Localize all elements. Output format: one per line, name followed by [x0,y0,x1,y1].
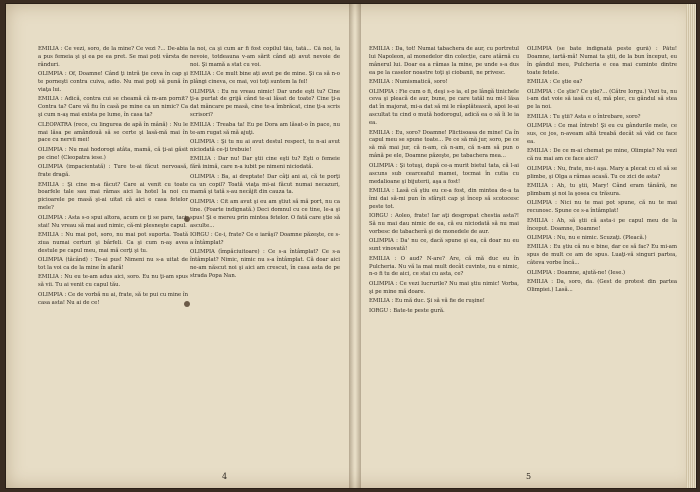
dialogue-paragraph: EMILIA : Dar nu! Dar ştii cine eşti tu? Eşti o femeie fără inimă, care n-a iubit pe nimeni niciodată. [190,156,340,171]
dialogue-paragraph: IORGU : Ce-i, frate? Ce e iarăşi? Doamne păzeşte, ce s-a întâmplat? [190,231,340,246]
dialogue-paragraph: EMILIA : De ce m-ai chemat pe mine, Olimpia? Nu vezi că nu mai am ce face aici? [527,148,677,163]
dialogue-paragraph: OLIMPIA (împăciuitoare) : Ce s-a întâmplat? Ce s-a întâmplat? Nimic, nimic nu s-a întâmplat. Că doar aici ne-am născut noi şi aici am crescut, în casa asta de pe strada Popa Nan. [190,249,340,279]
dialogue-paragraph: OLIMPIA (tăcând) : Te-ai pus! Nimeni nu s-a uitat de tot la voi ca de la mine în afară! [38,257,188,272]
dialogue-paragraph: EMILIA : Ce ştie ea? [527,79,583,86]
dialogue-paragraph: EMILIA : Eu, soro? Doamne! Plictisoasa de mine! Ca în capul meu se spune toate... Pe ce să mă jur, soro, pe ce să mă mai jur, că n-am, că n-am, că n-am să pun o mână pe ele, Doamne păzeşte, pe tabachera mea... [369,129,519,160]
dialogue-paragraph: EMILIA : Treaba ta! Eu pe Dora am lăsat-o în pace, nu te-am rugat să mă ajuţi. [190,121,340,136]
dialogue-paragraph: IORGU : Bate-te peste gură. [369,307,445,314]
dialogue-paragraph: EMILIA : Ah, tu ştii, Mary! Când eram tânără, ne plimbam şi noi la şosea cu trăsura. [527,183,677,197]
dialogue-paragraph: EMILIA : Numismatică, soro! [369,79,448,86]
dialogue-paragraph: OLIMPIA : Eu nu vreau nimic! Dar unde eşti tu? Cine ţi-a purtat de grijă când te-ai lăsat de toate? Cine ţi-a dat mâncare pe masă, cine te-a îmbrăcat, cine ţi-a scris scrisori? [190,88,340,119]
dialogue-paragraph: OLIMPIA : Nu mai hodorogi atâta, mamă, că ţi-ai găsit pe cine! (Cleopatra iese.) [38,146,188,161]
dialogue-paragraph: OLIMPIA : Ce de vorbă nu ai, frate, să te pui cu mine în casa asta! Nu ai de ce! [38,291,188,306]
book-gutter [349,4,361,488]
dialogue-paragraph: EMILIA : Şi cine m-a făcut? Care ai venit cu toate boarfele tale sau mai rămas aici la hotel la noi cu picioarele pe masă şi-ai uitat că aici e casa fetelor mele? [38,181,188,212]
dialogue-paragraph: EMILIA : Da, soro, da. (Gest de protest din partea Olimpiei.) Lasă... [527,278,677,293]
dialogue-paragraph: OLIMPIA : Nu, frate, nu-i aşa. Mary a plecat cu el să se plimbe, şi Olga a rămas acasă. Tu ce zici de asta? [527,165,677,180]
dialogue-paragraph: EMILIA : Da, tot! Numai tabachera de aur, cu portretul lui Napoleon, al monedelor din colecție, care atârnă cu mânerul lui. Doar ea a rămas la mine, pe unde s-a dus ea pe la caselor noastre toţi şi ciobanii, ne privesc. [369,46,519,76]
dialogue-paragraph: OLIMPIA : Da' nu ce, dacă spune şi ea, că doar nu eu sunt vinovată! [369,238,519,253]
right-page [361,4,686,488]
dialogue-paragraph: EMILIA : Eu mă duc. Şi să vă fie de ruşine! [369,298,485,305]
dialogue-paragraph: EMILIA : Ce mult bine ați avut pe de mine. Şi ca să n-o plângi cineva, ce mai, voi toţi suntem la fel! [190,71,340,86]
book-spread [6,4,696,488]
left-column-1 [38,46,188,476]
right-column-1 [369,46,519,476]
left-column-2 [190,46,340,476]
dialogue-paragraph: OLIMPIA : Ce ştie? Ce ştie?... (Către Iorgu.) Vezi tu, nu i-am dat voie să iasă cu el, mă plec, cu gândul să stea pe la noi. [527,88,677,111]
dialogue-paragraph: OLIMPIA (impacientată) : Ture te-ai făcut nervoasă, frate dragă. [38,164,188,179]
page-edges [686,4,696,488]
dialogue-paragraph: EMILIA : O aud? N-are? Are, că mă duc eu în Pulcheria. Nu vă la mai mult decât cuvinte, nu e nimic, n-o fi tu de aici, ce stai cu asta, ce? [369,255,519,278]
dialogue-paragraph: OLIMPIA : Nici nu te mai pot spune, că nu te mai recunosc. Spune ce s-a întâmplat! [527,200,677,215]
dialogue-paragraph: OLIMPIA : Ce vezi lucrurile? Nu mai ştiu nimic! Vorba, şi pe mine mă doare. [369,280,519,295]
dialogue-paragraph: EMILIA : Lasă că ştiu eu ce-a fost, din mintea de-a ta îmi dai să-mi pun în sfârşit cap şi încep să scotocesc peste tot. [369,187,519,210]
left-page [6,4,349,488]
right-column-2 [527,46,677,476]
dialogue-paragraph: IORGU : Aoleo, frate! Iar aţi desgropat chestia asta?! Să nu mai dau nimic de ea, că eu niciodată să nu mai vorbesc de tabacheră şi de monedele de aur. [369,213,519,235]
dialogue-paragraph: EMILIA : Tu ştii? Asta e o întrebare, soro? [527,113,641,120]
dialogue-paragraph: OLIMPIA : Cit am avut şi eu am ştiut să mă port, nu ca tine. (Foarte indignată.) Deci domnul cu ce tine, le-a şi spus! Şi e mereu prin mintea fetelor. O fată care ştie să asculte... [190,198,340,229]
dialogue-paragraph: EMILIA : Eu ştiu că nu e bine, dar ce să fac? Eu mi-am spus de mult ce am de spus. Luaţi-vă singuri partea, câteva vorbe încă... [527,244,677,267]
dialogue-paragraph: CLEOPATRA (rece, cu lingurea de apă în mână) : Nu le mai lăsa pe amândouă să se certe şi lasă-mă mai în pace cu nervii mei! [38,121,188,144]
dialogue-paragraph: OLIMPIA : Nu, nu e nimic. Scuzaţi. (Pleacă.) [527,234,647,241]
page-number: 5 [526,472,532,481]
dialogue-paragraph: EMILIA : Adică, contra cui se cheamă că m-am pornit? Contra ta? Care vă fiu în casă pe mine ca un nimic? Ca şi cum n-aş mai exista pe lume, în casa ta? [38,96,188,119]
dialogue-paragraph: OLIMPIA : Fie cum o fi, deşi s-o ia, el pe lângă tinichele ceva şi pleacă de aur, bune, pe care tatăl nu mi-l lăsa dat în majorat, mi-a dat să mi le răsplătească, apoi le-ai ascultat tu cind o mută hodorogul, adică ea o să îi le ia ea. [369,88,519,127]
dialogue-paragraph: OLIMPIA : Ce mai întreb! Şi eu cu gândurile mele, ce sus, ce jos, n-aveam altă treabă decât să văd ce face ea. [527,123,677,145]
page-number: 4 [222,472,228,481]
dialogue-paragraph: OLIMPIA : Ba, ai dreptate! Dar câţi ani ai, că te porţi ca un copil? Toată viaţa mi-ai făcut numai necazuri, mamă şi tată s-au necăjit din cauza ta. [190,173,340,196]
dialogue-paragraph: EMILIA : Nu eu te-am adus aici, soro. Eu nu ţi-am spus să vii. Tu ai venit cu capul tău. [38,274,188,289]
dialogue-paragraph: EMILIA : Nu mai pot, soro, nu mai pot suporta. Toată ziua numai certuri şi bârfeli. Ca şi cum n-aş avea destule pe capul meu, mai mă cerţi şi tu. [38,231,188,254]
dialogue-paragraph: EMILIA : Ce vezi, soro, de la mine? Ce vezi ?... De-abia a pus femeia şi şi ea pe ea pret. Se mai poți vârsta de rânduri. [38,46,188,68]
dialogue-paragraph: EMILIA : Ah, să ştii că asta-i pe capul meu de la început. Doamne, Doamne! [527,217,677,232]
dialogue-paragraph: OLIMPIA : Şi tu nu ai avut destul respect, tu n-ai avut niciodată ce-ţi trebuie! [190,138,340,153]
dialogue-paragraph: OLIMPIA : Asta s-o spui altora, acum ce ţi se pare, taci, stai! Nu vreau să mai aud nimic, că-mi plesneşte capul. [38,214,188,229]
dialogue-paragraph: OLIMPIA : Şi totuşi, după ce-a murit bietul tata, că l-ai ascuns sub cearceaful mamei, tocmai în cutia cu medalioane şi bijuterii, aşa a fost! [369,162,519,185]
dialogue-paragraph: OLIMPIA : Doamne, ajută-ne! (Iese.) [527,269,626,276]
dialogue-paragraph: OLIMPIA (se bate indignată peste gură) : Pătu! Doamne, iartă-mă! Numai ta ştii, de la bun început, eu în gândul meu, Pulcheria e cea mai cuminte dintre toate fetele. [527,46,677,76]
dialogue-paragraph: OLIMPIA : Of, Doamne! Când ţi intră ţie ceva în cap şi te porneşti contra cuiva, adio. Nu mai poţi să pună în viaţa lui. [38,71,188,94]
dialogue-paragraph: la noi, ca şi cum ar fi fost copilul tău, tată... Că noi, la nevoie, totdeauna v-am sărit când ați avut nevoie de noi. Şi mamă a stat cu voi. [190,46,340,68]
